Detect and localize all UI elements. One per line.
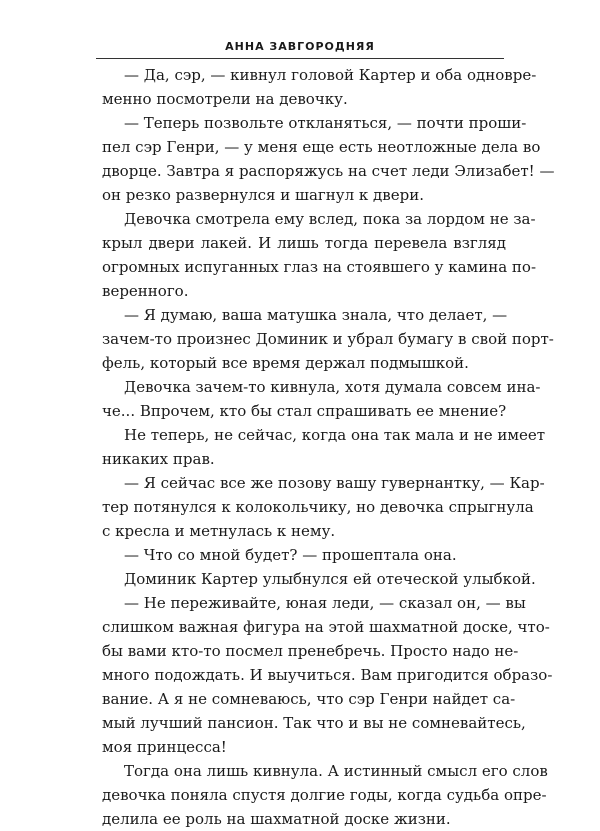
text-line: — Не переживайте, юная леди, — сказал он, — вы: [124, 594, 526, 612]
text-line: тер потянулся к колокольчику, но девочка спрыгнула: [102, 498, 534, 516]
text-line: — Что со мной будет? — прошептала она.: [124, 546, 457, 564]
text-line: делила ее роль на шахматной доске жизни.: [102, 810, 451, 828]
text-line: мый лучший пансион. Так что и вы не сомневайтесь,: [102, 714, 526, 732]
text-line: много подождать. И выучиться. Вам пригодится образо-: [102, 666, 553, 684]
text-line: пел сэр Генри, — у меня еще есть неотложные дела во: [102, 138, 541, 156]
text-line: зачем-то произнес Доминик и убрал бумагу в свой порт-: [102, 330, 554, 348]
text-line: никаких прав.: [102, 450, 215, 468]
header-rule: [96, 58, 504, 59]
text-line: Девочка смотрела ему вслед, пока за лордом не за-: [124, 210, 536, 228]
text-line: слишком важная фигура на этой шахматной доске, что-: [102, 618, 550, 636]
text-line: огромных испуганных глаз на стоявшего у камина по-: [102, 258, 537, 276]
text-line: он резко развернулся и шагнул к двери.: [102, 186, 424, 204]
text-line: веренного.: [102, 282, 189, 300]
text-line: девочка поняла спустя долгие годы, когда судьба опре-: [102, 786, 547, 804]
running-head-author: АННА ЗАВГОРОДНЯЯ: [225, 40, 375, 53]
text-line: фель, который все время держал подмышкой.: [102, 354, 469, 372]
text-line: Доминик Картер улыбнулся ей отеческой улыбкой.: [124, 570, 536, 588]
text-line: бы вами кто-то посмел пренебречь. Просто надо не-: [102, 642, 519, 660]
text-line: моя принцесса!: [102, 738, 227, 756]
text-line: вание. А я не сомневаюсь, что сэр Генри найдет са-: [102, 690, 516, 708]
text-line: — Я сейчас все же позову вашу гувернантку, — Кар-: [124, 474, 545, 492]
text-line: — Я думаю, ваша матушка знала, что делает, —: [124, 306, 508, 324]
text-line: крыл двери лакей. И лишь тогда перевела взгляд: [102, 234, 506, 252]
body-text: [102, 63, 555, 831]
text-line: Не теперь, не сейчас, когда она так мала и не имеет: [124, 426, 546, 444]
text-line: че... Впрочем, кто бы стал спрашивать ее мнение?: [102, 402, 507, 420]
text-line: менно посмотрели на девочку.: [102, 90, 348, 108]
text-line: Девочка зачем-то кивнула, хотя думала совсем ина-: [124, 378, 541, 396]
text-line: с кресла и метнулась к нему.: [102, 522, 336, 540]
text-line: дворце. Завтра я распоряжусь на счет леди Элизабет! —: [102, 162, 555, 180]
text-line: Тогда она лишь кивнула. А истинный смысл его слов: [124, 762, 548, 780]
text-line: — Да, сэр, — кивнул головой Картер и оба одновре-: [124, 66, 537, 84]
text-line: — Теперь позвольте откланяться, — почти проши-: [124, 114, 527, 132]
